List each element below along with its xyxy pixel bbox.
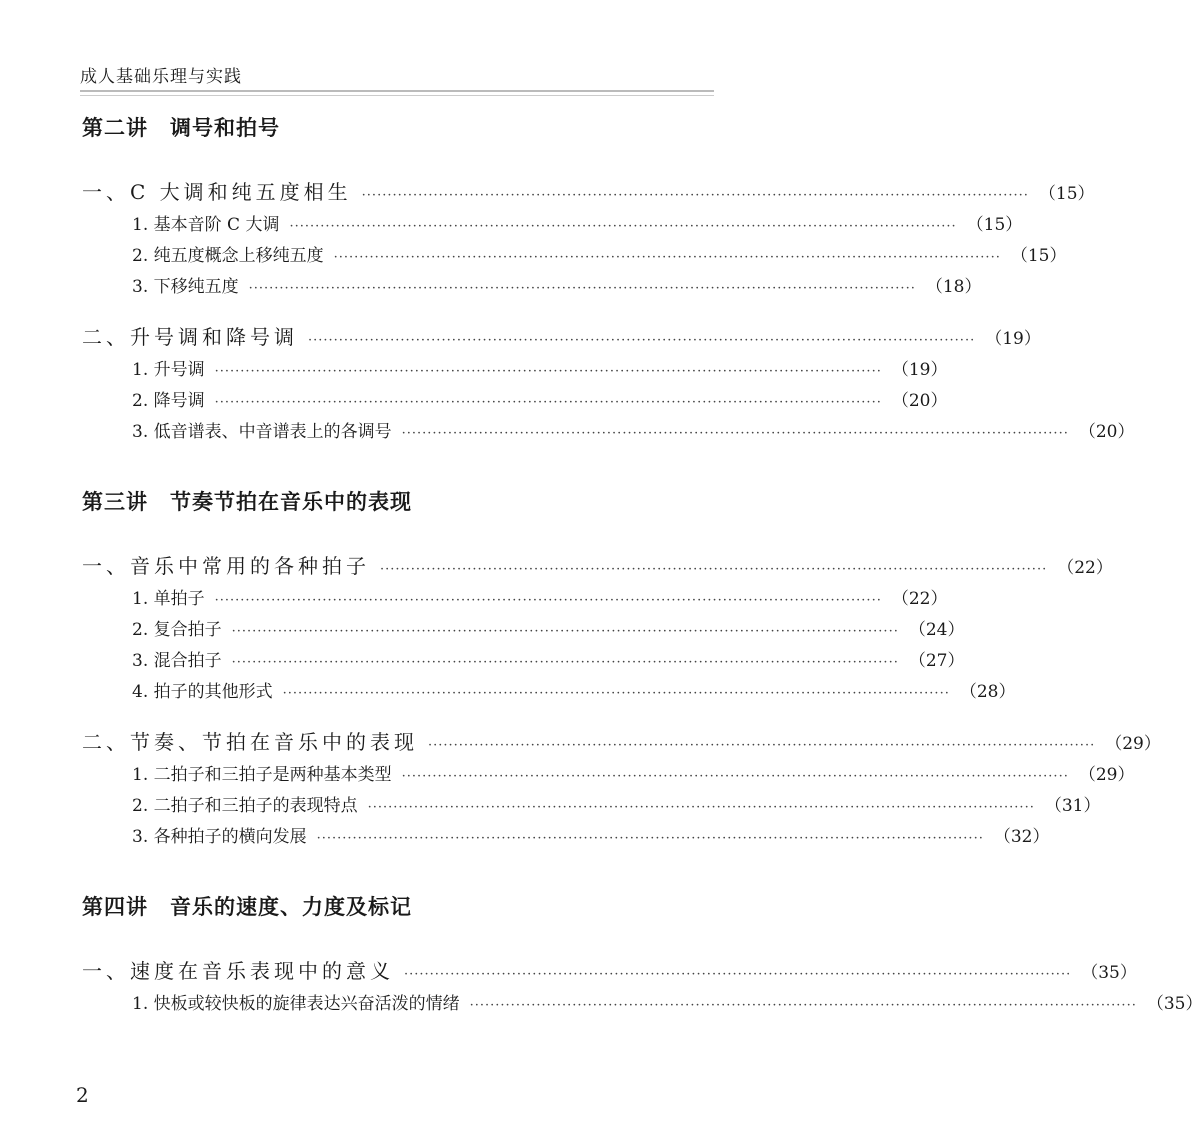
chapter-title: 节奏节拍在音乐中的表现	[170, 490, 412, 514]
page-ref: （20）	[891, 391, 948, 411]
item-label: 1. 单拍子	[132, 589, 205, 609]
item-label: 1. 二拍子和三拍子是两种基本类型	[132, 765, 392, 785]
dot-leader: ··································································································································	[333, 250, 1001, 265]
running-header: 成人基础乐理与实践	[80, 67, 242, 87]
toc-item[interactable]	[82, 241, 1067, 272]
item-label: 1. 升号调	[132, 360, 205, 380]
dot-leader: ··································································································································	[316, 831, 984, 846]
section-label: 一、音乐中常用的各种拍子	[82, 554, 370, 578]
header-rule	[80, 90, 714, 92]
dot-leader: ··································································································································	[380, 562, 1048, 577]
dot-leader: ··································································································································	[308, 333, 976, 348]
item-label: 3. 混合拍子	[132, 651, 222, 671]
page-ref: （29）	[1105, 734, 1161, 754]
dot-leader: ··································································································································	[367, 800, 1035, 815]
dot-leader: ··································································································································	[401, 769, 1069, 784]
chapter-heading	[82, 108, 702, 148]
table-of-contents	[82, 108, 1202, 1020]
section-label: 一、C 大调和纯五度相生	[82, 180, 352, 204]
toc-item[interactable]	[82, 417, 1135, 448]
dot-leader: ··································································································································	[214, 364, 882, 379]
dot-leader: ··································································································································	[214, 395, 882, 410]
page-ref: （27）	[908, 651, 965, 671]
dot-leader: ··································································································································	[231, 655, 899, 670]
dot-leader: ··································································································································	[248, 281, 916, 296]
page-ref: （22）	[1057, 558, 1113, 578]
toc-section[interactable]	[82, 319, 1041, 355]
item-label: 1. 快板或较快板的旋律表达兴奋活泼的情绪	[132, 994, 460, 1014]
chapter-title: 音乐的速度、力度及标记	[170, 895, 412, 919]
chapter-heading	[82, 482, 702, 522]
section-label: 二、升号调和降号调	[82, 325, 298, 349]
toc-item[interactable]	[82, 760, 1135, 791]
dot-leader: ··································································································································	[428, 738, 1096, 753]
item-label: 2. 降号调	[132, 391, 205, 411]
dot-leader: ··································································································································	[231, 624, 899, 639]
page-ref: （28）	[959, 682, 1016, 702]
toc-section[interactable]	[82, 548, 1113, 584]
item-label: 2. 纯五度概念上移纯五度	[132, 246, 324, 266]
toc-section[interactable]	[82, 724, 1161, 760]
item-label: 3. 各种拍子的横向发展	[132, 827, 307, 847]
chapter-number: 第二讲	[82, 116, 148, 140]
toc-item[interactable]	[82, 646, 965, 677]
toc-item[interactable]	[82, 584, 948, 615]
dot-leader: ··································································································································	[404, 967, 1072, 982]
item-label: 3. 低音谱表、中音谱表上的各调号	[132, 422, 392, 442]
page-ref: （15）	[1010, 246, 1067, 266]
chapter-heading	[82, 887, 702, 927]
section-label: 一、速度在音乐表现中的意义	[82, 959, 394, 983]
toc-item[interactable]	[82, 272, 982, 303]
page-ref: （35）	[1081, 963, 1137, 983]
page-number: 2	[76, 1083, 89, 1107]
page-ref: （18）	[925, 277, 982, 297]
toc-item[interactable]	[82, 791, 1101, 822]
page-ref: （15）	[1038, 184, 1095, 204]
page-ref: （31）	[1044, 796, 1101, 816]
page-ref: （29）	[1078, 765, 1135, 785]
item-label: 4. 拍子的其他形式	[132, 682, 273, 702]
chapter-number: 第三讲	[82, 490, 148, 514]
toc-item[interactable]	[82, 822, 1050, 853]
dot-leader: ··································································································································	[469, 998, 1137, 1013]
page-ref: （22）	[891, 589, 948, 609]
chapter-title: 调号和拍号	[170, 116, 280, 140]
toc-item[interactable]	[82, 677, 1016, 708]
dot-leader: ··································································································································	[289, 219, 957, 234]
header-rule-thin	[80, 95, 714, 96]
item-label: 2. 复合拍子	[132, 620, 222, 640]
toc-section[interactable]	[82, 953, 1137, 989]
dot-leader: ··································································································································	[401, 426, 1069, 441]
page-ref: （24）	[908, 620, 965, 640]
chapter-number: 第四讲	[82, 895, 148, 919]
toc-item[interactable]	[82, 210, 1023, 241]
dot-leader: ··································································································································	[282, 686, 950, 701]
toc-item[interactable]	[82, 355, 948, 386]
toc-section[interactable]	[82, 174, 1095, 210]
item-label: 2. 二拍子和三拍子的表现特点	[132, 796, 358, 816]
item-label: 1. 基本音阶 C 大调	[132, 215, 280, 235]
section-label: 二、节奏、节拍在音乐中的表现	[82, 730, 418, 754]
page-ref: （19）	[891, 360, 948, 380]
toc-item[interactable]	[82, 386, 948, 417]
item-label: 3. 下移纯五度	[132, 277, 239, 297]
page-ref: （15）	[966, 215, 1023, 235]
dot-leader: ··································································································································	[214, 593, 882, 608]
dot-leader: ··································································································································	[361, 188, 1029, 203]
page-ref: （19）	[985, 329, 1041, 349]
toc-item[interactable]	[82, 989, 1202, 1020]
toc-item[interactable]	[82, 615, 965, 646]
page-ref: （32）	[993, 827, 1050, 847]
page-ref: （20）	[1078, 422, 1135, 442]
page-ref: （35）	[1146, 994, 1202, 1014]
